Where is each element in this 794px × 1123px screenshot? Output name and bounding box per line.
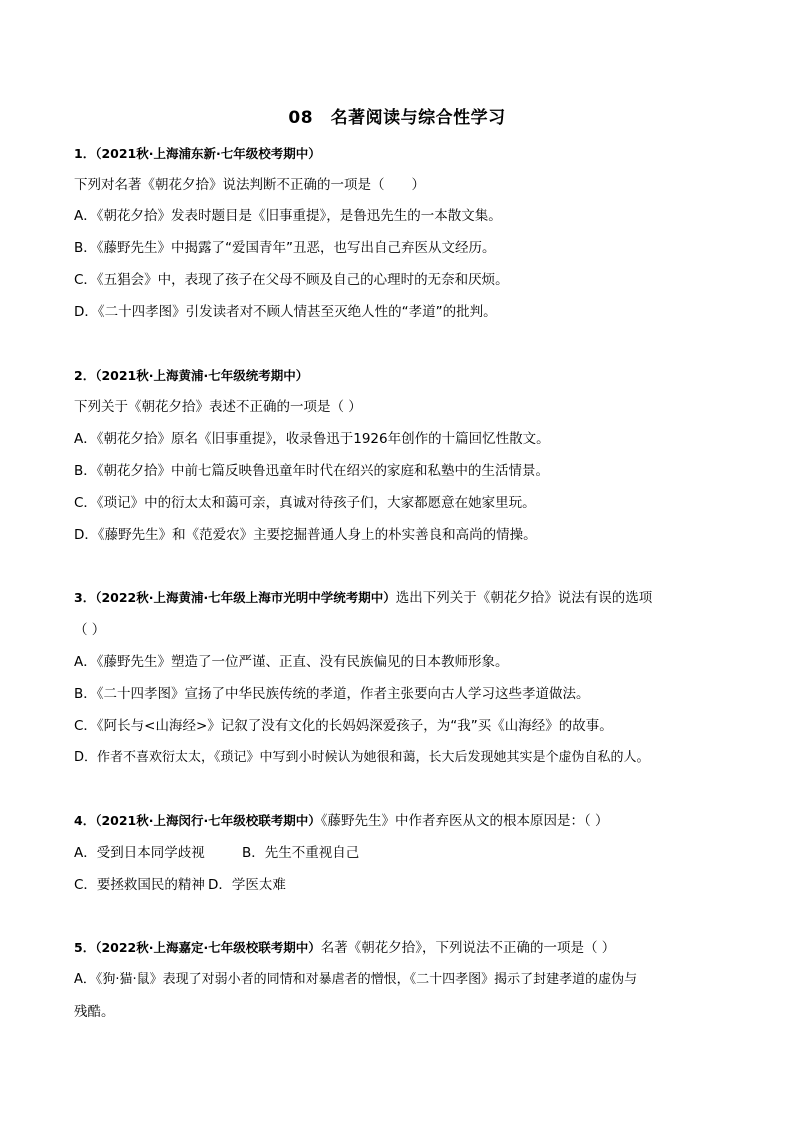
q2-option-c: C．《琐记》中的衍太太和蔼可亲，真诚对待孩子们，大家都愿意在她家里玩。 <box>74 495 536 511</box>
q1-option-c: C．《五猖会》中，表现了孩子在父母不顾及自己的心理时的无奈和厌烦。 <box>74 272 509 288</box>
q4-option-b: B．先生不重视自己 <box>242 845 360 861</box>
q4-header-tail: 《藤野先生》中作者弃医从文的根本原因是：（ ） <box>320 813 609 829</box>
q1-option-b: B．《藤野先生》中揭露了“爱国青年”丑恶，也写出自己弃医从文经历。 <box>74 240 496 256</box>
q5-option-a: A．《狗·猫·鼠》表现了对弱小者的同情和对暴虐者的憎恨，《二十四孝图》揭示了封建孝道的虚伪与 <box>74 972 638 987</box>
q1-option-a: A．《朝花夕拾》发表时题目是《旧事重提》，是鲁迅先生的一本散文集。 <box>74 208 502 224</box>
q3-option-c: C．《阿长与<山海经>》记叙了没有文化的长妈妈深爱孩子，为“我”买《山海经》的故事。 <box>74 718 613 734</box>
q5-header: 5．（2022秋·上海嘉定·七年级校联考期中） <box>74 940 321 955</box>
q2-header: 2．（2021秋·上海黄浦·七年级统考期中） <box>74 368 309 383</box>
q5-option-a-continued: 残酷。 <box>74 1004 115 1020</box>
page-title: 08 名著阅读与综合性学习 <box>288 108 506 128</box>
q1-option-d: D．《二十四孝图》引发读者对不顾人情甚至灭绝人性的“孝道”的批判。 <box>74 304 497 320</box>
q3-option-a: A．《藤野先生》塑造了一位严谨、正直、没有民族偏见的日本教师形象。 <box>74 654 509 670</box>
q4-header-line <box>74 811 609 831</box>
q3-header-tail: 选出下列关于《朝花夕拾》说法有误的选项 <box>395 590 653 606</box>
q2-option-a: A．《朝花夕拾》原名《旧事重提》，收录鲁迅于1926年创作的十篇回忆性散文。 <box>74 431 550 447</box>
q3-header: 3．（2022秋·上海黄浦·七年级上海市光明中学统考期中） <box>74 590 396 605</box>
q5-header-line <box>74 938 615 958</box>
q4-option-a: A．受到日本同学歧视 <box>74 845 205 861</box>
q3-header-line <box>74 588 652 608</box>
q4-option-c: C．要拯救国民的精神 <box>74 877 205 893</box>
q3-stem: （ ） <box>74 622 106 638</box>
q1-header: 1．（2021秋·上海浦东新·七年级校考期中） <box>74 146 321 161</box>
q2-option-d: D．《藤野先生》和《范爱农》主要挖掘普通人身上的朴实善良和高尚的情操。 <box>74 527 537 543</box>
q5-header-tail: 名著《朝花夕拾》，下列说法不正确的一项是（ ） <box>320 940 616 956</box>
q4-option-d: D．学医太难 <box>208 877 286 893</box>
q3-option-b: B．《二十四孝图》宣扬了中华民族传统的孝道，作者主张要向古人学习这些孝道做法。 <box>74 686 590 702</box>
q1-stem: 下列对名著《朝花夕拾》说法判断不正确的一项是（ ） <box>74 177 425 193</box>
q4-header: 4．（2021秋·上海闵行·七年级校联考期中） <box>74 813 321 828</box>
q2-stem: 下列关于《朝花夕拾》表述不正确的一项是（ ） <box>74 399 362 415</box>
q2-option-b: B．《朝花夕拾》中前七篇反映鲁迅童年时代在绍兴的家庭和私塾中的生活情景。 <box>74 463 550 479</box>
q3-option-d: D．作者不喜欢衍太太，《琐记》中写到小时候认为她很和蔼，长大后发现她其实是个虚伪自私的人。 <box>74 750 650 765</box>
